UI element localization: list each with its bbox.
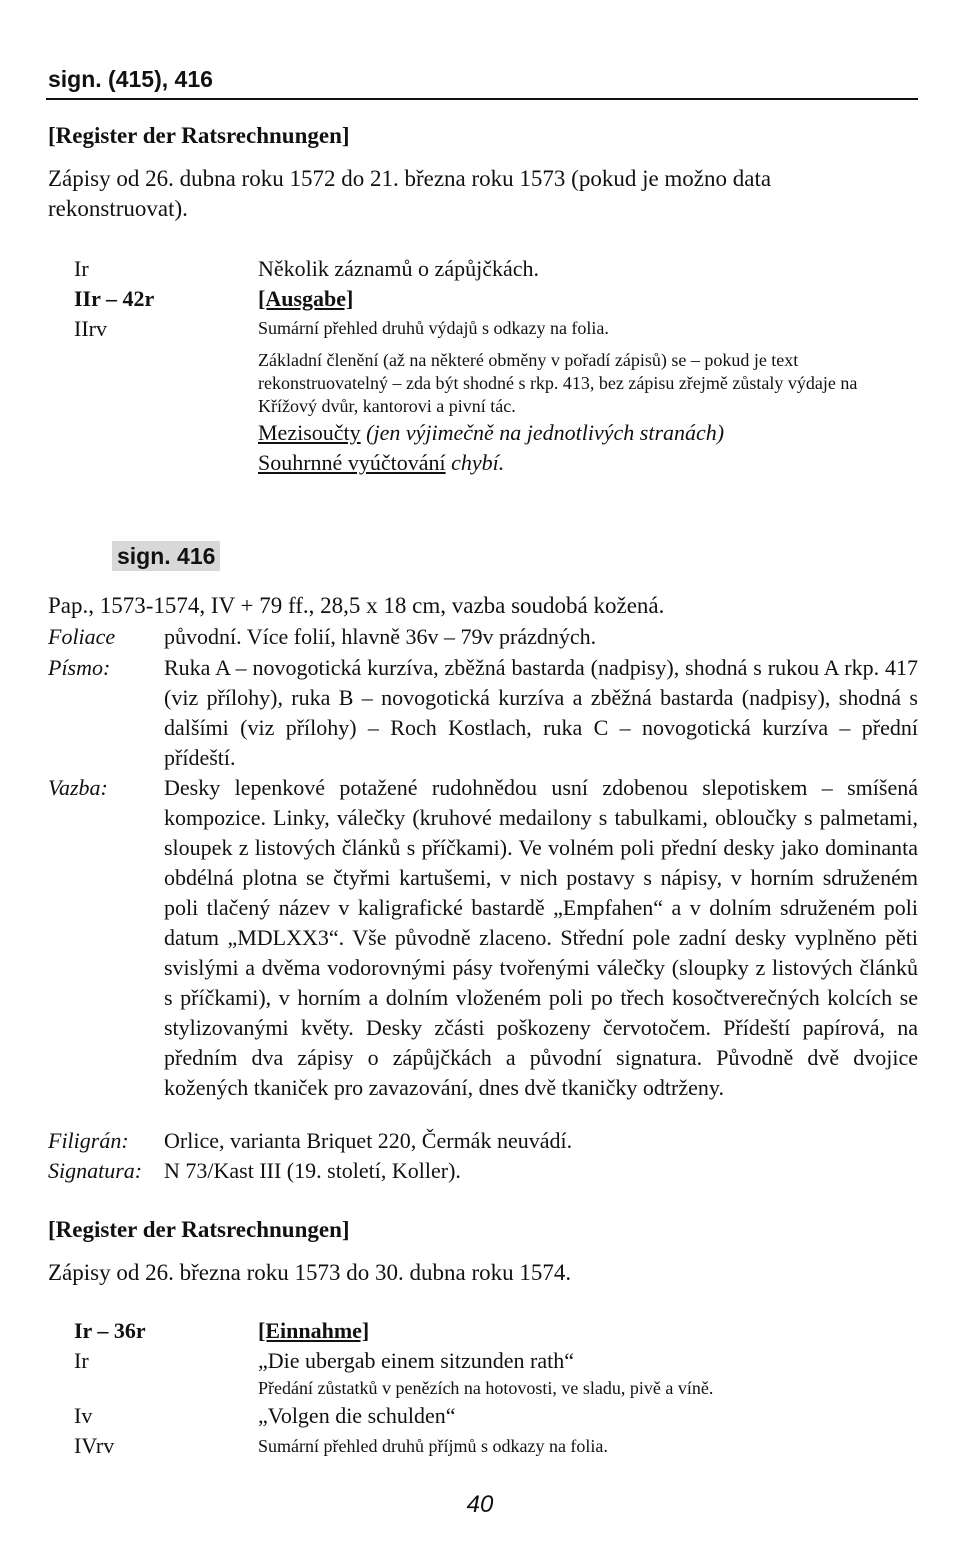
folio-text: „Volgen die schulden“ [258, 1403, 456, 1428]
foliace-row [48, 622, 918, 652]
folio-text: [Ausgabe] [258, 286, 354, 311]
filigran-row [48, 1126, 918, 1156]
folio-note: Základní členění (až na některé obměny v pořadí zápisů) se – pokud je text rekonstruovatelný – zda být shodné s rkp. 413, bez zápisu zřejmě zůstaly výdaje na Křížový dvůr, kantorovi a pivní tác. [258, 350, 858, 416]
folio-label: Ir [74, 256, 89, 281]
mezisoucty-term: Mezisoučty [258, 420, 361, 445]
folio-label: IVrv [74, 1433, 115, 1458]
folio-text: Několik záznamů o zápůjčkách. [258, 256, 539, 281]
header-rule [46, 98, 918, 100]
souhrnne-line [258, 449, 918, 477]
mezisoucty-note: (jen výjimečně na jednotlivých stranách) [360, 420, 725, 445]
filigran-text: Orlice, varianta Briquet 220, Čermák neuvádí. [164, 1128, 573, 1153]
folio-label: IIr – 42r [74, 286, 155, 311]
section-sign-heading: sign. 416 [112, 541, 220, 571]
folio-text: „Die ubergab einem sitzunden rath“ [258, 1348, 575, 1373]
folio-label: Ir – 36r [74, 1318, 146, 1343]
page-number: 40 [466, 1491, 494, 1518]
pismo-row [48, 653, 918, 775]
signatura-label: Signatura: [48, 1158, 143, 1183]
intro-2: Zápisy od 26. března roku 1573 do 30. dubna roku 1574. [48, 1260, 572, 1285]
folio-text: Předání zůstatků v penězích na hotovosti, ve sladu, pivě a víně. [258, 1378, 714, 1398]
foliace-label: Foliace [48, 624, 116, 649]
register-title-1: [Register der Ratsrechnungen] [48, 123, 350, 148]
folio-label: Iv [74, 1403, 93, 1428]
mezisoucty-line [258, 419, 918, 447]
souhrnne-note: chybí. [445, 450, 505, 475]
souhrnne-term: Souhrnné vyúčtování [258, 450, 446, 475]
filigran-label: Filigrán: [48, 1128, 129, 1153]
pismo-text: Ruka A – novogotická kurzíva, zběžná bastarda (nadpisy), shodná s rukou A rkp. 417 (viz přílohy), ruka B – novogotická kurzíva a zběžná bastarda (nadpisy), shodná s dalšími (viz přílohy) – Roch Kostlach, ruka C – novogotická kurzíva – přední přídeští. [164, 655, 918, 770]
register-title-2: [Register der Ratsrechnungen] [48, 1217, 350, 1242]
vazba-text: Desky lepenkové potažené rudohnědou usní zdobenou slepotiskem – smíšená kompozice. Linky, válečky (kruhové medailony s tabulkami, obloučky s palmetami, sloupek z listových článků s příčkami). Ve volném poli přední desky jako dominanta obdélná plotna se čtyřmi kartušemi, v nich postavy s nápisy, v horním sdruženém poli tlačený název v kaligrafické bastardě „Empfahen“ a v dolním sdruženém poli datum „MDLXX3“. Vše původně zlaceno. Střední pole zadní desky vyplněno pěti svislými a dvěma vodorovnými pásy tvořenými válečky (sloupky z listových článků s příčkami), v horním a dolním vloženém poli po třech kosočtverečných kolcích se stylizovanými květy. Desky zčásti poškozeny červotočem. Přídeští papírová, na předním dva zápisy o zápůjčkách a původní signatura. Původně dvě dvojice kožených tkaniček pro zavazování, dnes dvě tkaničky odtrženy. [164, 775, 918, 1100]
pismo-label: Písmo: [48, 655, 111, 680]
foliace-text: původní. Více folií, hlavně 36v – 79v prázdných. [164, 624, 597, 649]
physical-description: Pap., 1573-1574, IV + 79 ff., 28,5 x 18 cm, vazba soudobá kožená. [48, 593, 665, 618]
folio-label: IIrv [74, 316, 107, 341]
vazba-label: Vazba: [48, 775, 108, 800]
folio-text: [Einnahme] [258, 1318, 370, 1343]
running-header: sign. (415), 416 [48, 66, 213, 92]
signatura-text: N 73/Kast III (19. století, Koller). [164, 1158, 461, 1183]
folio-label: Ir [74, 1348, 89, 1373]
signatura-row [48, 1156, 918, 1186]
intro-1: Zápisy od 26. dubna roku 1572 do 21. března roku 1573 (pokud je možno data rekonstruovat). [48, 166, 772, 221]
vazba-row [48, 773, 918, 1125]
folio-text: Sumární přehled druhů příjmů s odkazy na folia. [258, 1436, 608, 1456]
folio-text: Sumární přehled druhů výdajů s odkazy na folia. [258, 318, 609, 338]
